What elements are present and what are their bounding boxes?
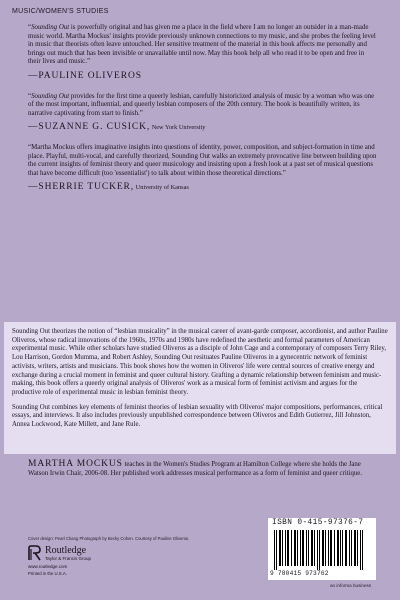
quote-3-text: Martha Mockus offers imaginative insights into questions of identity, power, composition, and subject-formation in time and place. Playful, multi-vocal, and carefully theorized, Sounding Out walks an extremely provocative line between building upon the current insights of feminist theory and queer musicology and insisting upon a fresh look at a past set of musical questions that have become difficult (too 'essentialist') to talk about within those theoretical directions.” — [28, 144, 377, 177]
description-panel — [4, 322, 396, 454]
author-name: MARTHA MOCKUS — [28, 459, 123, 469]
quote-1: “Sounding Out is powerfully original and has given me a place in the field where I am no longer an outsider in a man-made music world. Martha Mockus' insights provide previously unknown connections to my music, and she probes the feeling level in music that theorists often leave untouched. Her sensitive treatment of the material in this book affects me personally and brings out much that has been invisible or unavailable until now. May this book help all who read it to be open and free in their lives and music.” — [28, 24, 376, 65]
quote-1-text: is powerfully original and has given me a place in the field where I am no longer an outsider in a man-made music world. Martha Mockus' insights provide previously unknown connections to my music, and she probes the feeling level in music that theorists often leave untouched. Her sensitive treatment of the material in this book affects me personally and brings out much that has been invisible or unavailable until now. May this book help all who read it to be open and free in their lives and music.” — [28, 24, 376, 65]
quote-1-attribution: —PAULINE OLIVEROS — [28, 70, 142, 81]
quote-2-text: provides for the first time a queerly lesbian, carefully historicized analysis of music by a woman who was one of the most important, influential, and queerly lesbian composers of the 20th century. The book is beautifully written, its narrative captivating from start to finish.” — [28, 92, 375, 117]
printed-in: Printed in the U.S.A. — [28, 571, 67, 576]
publisher-name: Routledge — [45, 544, 87, 556]
publisher-group: Taylor & Francis Group — [45, 555, 92, 561]
quote-2-title: Sounding Out — [31, 92, 70, 100]
routledge-logo-icon — [28, 545, 42, 561]
cover-credit: Cover design: Pearl Chang Photograph by Becky Cohen. Courtesy of Pauline Oliveros. — [28, 536, 190, 541]
informa-tagline: an informa business — [330, 583, 372, 588]
category-label: MUSIC/WOMEN'S STUDIES — [12, 8, 109, 15]
barcode-digits: 9 780415 973762 — [270, 570, 329, 577]
quote-3-attribution: —SHERRIE TUCKER, University of Kansas — [28, 182, 189, 192]
isbn-label: ISBN 0-415-97376-7 — [272, 519, 364, 527]
endorsements — [28, 24, 378, 204]
quote-3: “Martha Mockus offers imaginative insights into questions of identity, power, composition, and subject-formation in time and place. Playful, multi-vocal, and carefully theorized, Sounding Out walks an extremely provocative line between building upon the current insights of feminist theory and queer musicology and insisting upon a fresh look at a past set of musical questions that have become difficult (too 'essentialist') to talk about within those theoretical directions.” — [28, 144, 377, 177]
publisher-url: www.routledge.com — [28, 564, 68, 569]
quote-1-title: Sounding Out — [31, 24, 70, 31]
quote-2: “Sounding Out provides for the first time a queerly lesbian, carefully historicized analysis of music by a woman who was one of the most important, influential, and queerly lesbian composers of the 20th century. The book is beautifully written, its narrative captivating from start to finish.” — [28, 92, 375, 117]
description-paragraph-1: Sounding Out theorizes the notion of “lesbian musicality” in the musical career of avant-garde composer, accordionist, and author Pauline Oliveros, whose radical innovations of the 1960s, 1970s and 1980s have redefined the aesthetic and formal parameters of American experimental music. While other scholars have studied Oliveros as a disciple of John Cage and a contemporary of composers Terry Riley, Lou Harrison, Gordon Mumma, and Robert Ashley, Sounding Out resituates Pauline Oliveros in a gynecentric network of feminist activists, writers, artists and musicians. This book shows how the women in Oliveros' life were central sources of creative energy and exchange during a crucial moment in feminist and queer cultural history. Grafting a dynamic relationship between feminism and music-making, this book offers a queerly original analysis of Oliveros' work as a musical form of feminist activism and argues for the productive role of experimental music in lesbian feminist theory. — [12, 328, 388, 396]
quote-2-attribution: —SUZANNE G. CUSICK, New York University — [28, 122, 206, 132]
author-bio-text: teaches in the Women's Studies Program at Hamilton College where she holds the Jane Watson Irwin Chair, 2006-08. Her published work addresses musical performance as a form of feminist and queer critique. — [28, 461, 363, 477]
description-paragraph-2: Sounding Out combines key elements of feminist theories of lesbian sexuality with Oliveros' major compositions, performances, critical essays, and interviews. It also includes previously unpublished correspondence between Oliveros and Edith Gutierrez, Jill Johnston, Annea Lockwood, Kate Millett, and Jane Rule. — [12, 403, 383, 429]
barcode-box — [268, 518, 376, 580]
author-bio — [28, 460, 378, 479]
barcode-icon — [272, 530, 372, 570]
publisher-block — [28, 536, 189, 576]
